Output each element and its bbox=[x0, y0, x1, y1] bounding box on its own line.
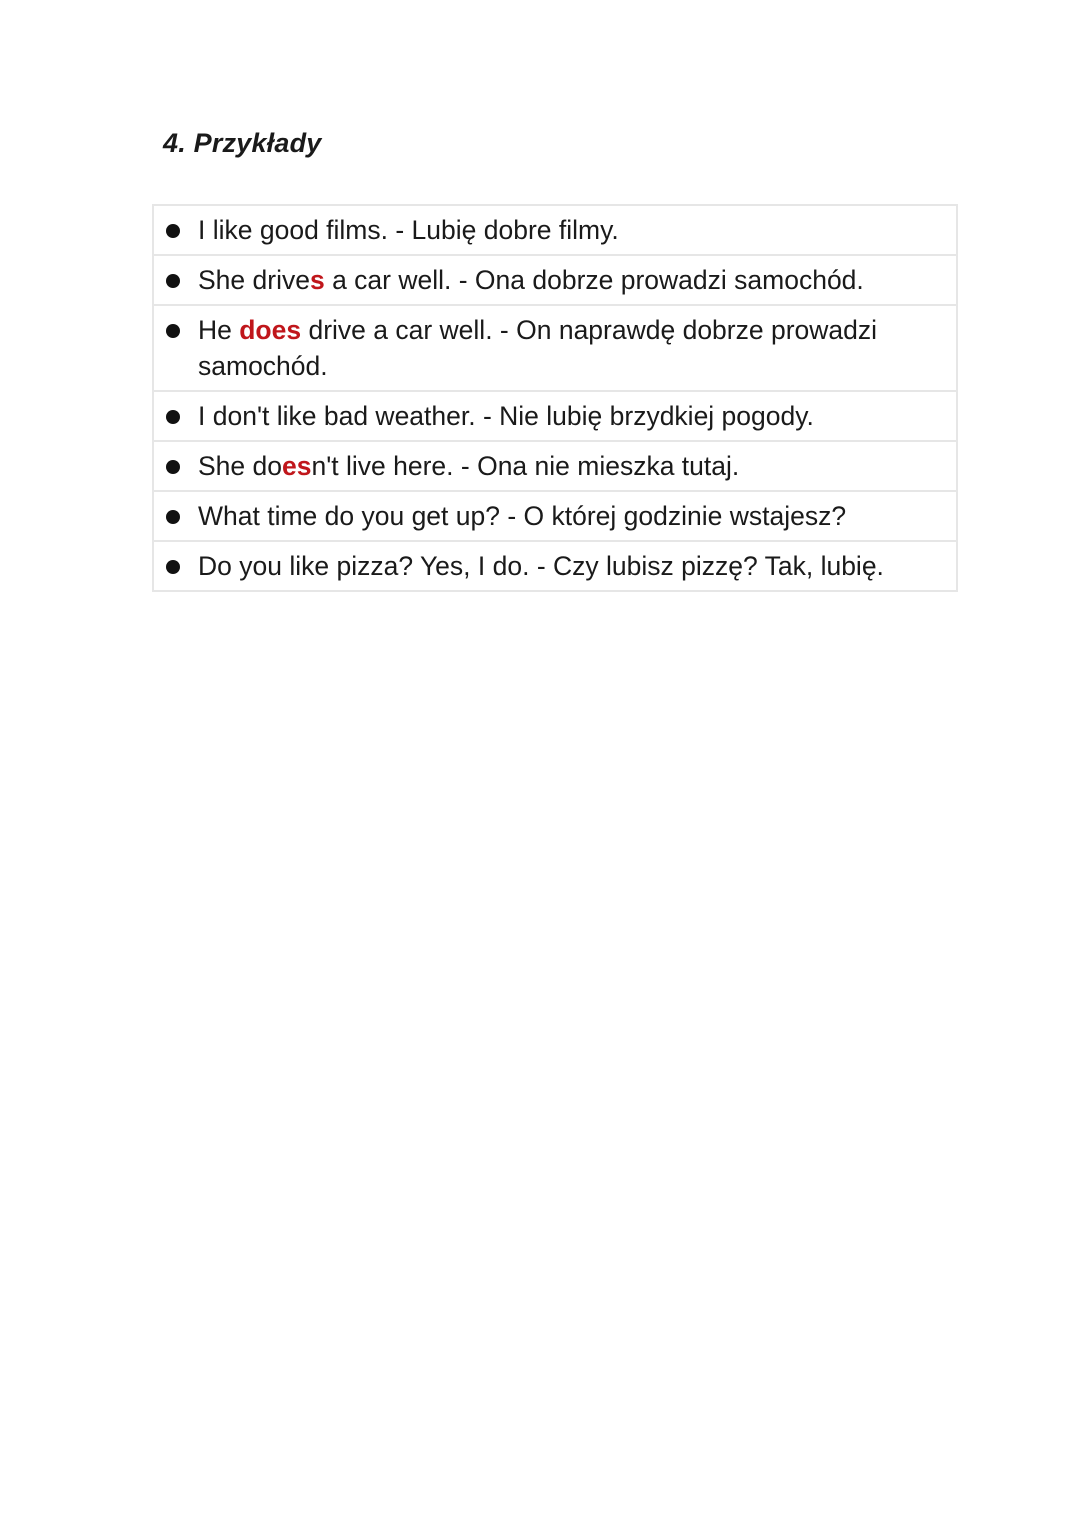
example-text: He does drive a car well. - On naprawdę dobrze prowadzi samochód. bbox=[198, 315, 878, 381]
bullet-icon bbox=[166, 224, 180, 238]
example-text: I like good films. - Lubię dobre filmy. bbox=[198, 215, 619, 245]
table-row bbox=[153, 255, 957, 305]
highlighted-word: does bbox=[239, 315, 302, 345]
example-text: Do you like pizza? Yes, I do. - Czy lubisz pizzę? Tak, lubię. bbox=[198, 551, 884, 581]
bullet-icon bbox=[166, 410, 180, 424]
bullet-icon bbox=[166, 460, 180, 474]
table-row bbox=[153, 205, 957, 255]
bullet-icon bbox=[166, 510, 180, 524]
example-text: She doesn't live here. - Ona nie mieszka tutaj. bbox=[198, 451, 740, 481]
list-item bbox=[154, 306, 956, 390]
table-row bbox=[153, 491, 957, 541]
list-item bbox=[154, 492, 956, 540]
table-row bbox=[153, 441, 957, 491]
example-text: What time do you get up? - O której godzinie wstajesz? bbox=[198, 501, 847, 531]
examples-table bbox=[152, 204, 958, 592]
list-item bbox=[154, 392, 956, 440]
example-text: I don't like bad weather. - Nie lubię brzydkiej pogody. bbox=[198, 401, 814, 431]
highlighted-ending: s bbox=[309, 265, 325, 295]
section-heading: 4. Przykłady bbox=[163, 128, 322, 158]
table-row bbox=[153, 391, 957, 441]
table-row bbox=[153, 541, 957, 591]
bullet-icon bbox=[166, 274, 180, 288]
list-item bbox=[154, 206, 956, 254]
list-item bbox=[154, 442, 956, 490]
list-item bbox=[154, 256, 956, 304]
list-item bbox=[154, 542, 956, 590]
table-row bbox=[153, 305, 957, 391]
bullet-icon bbox=[166, 324, 180, 338]
bullet-icon bbox=[166, 560, 180, 574]
highlighted-ending: es bbox=[282, 451, 312, 481]
example-text: She drives a car well. - Ona dobrze prowadzi samochód. bbox=[198, 265, 864, 295]
